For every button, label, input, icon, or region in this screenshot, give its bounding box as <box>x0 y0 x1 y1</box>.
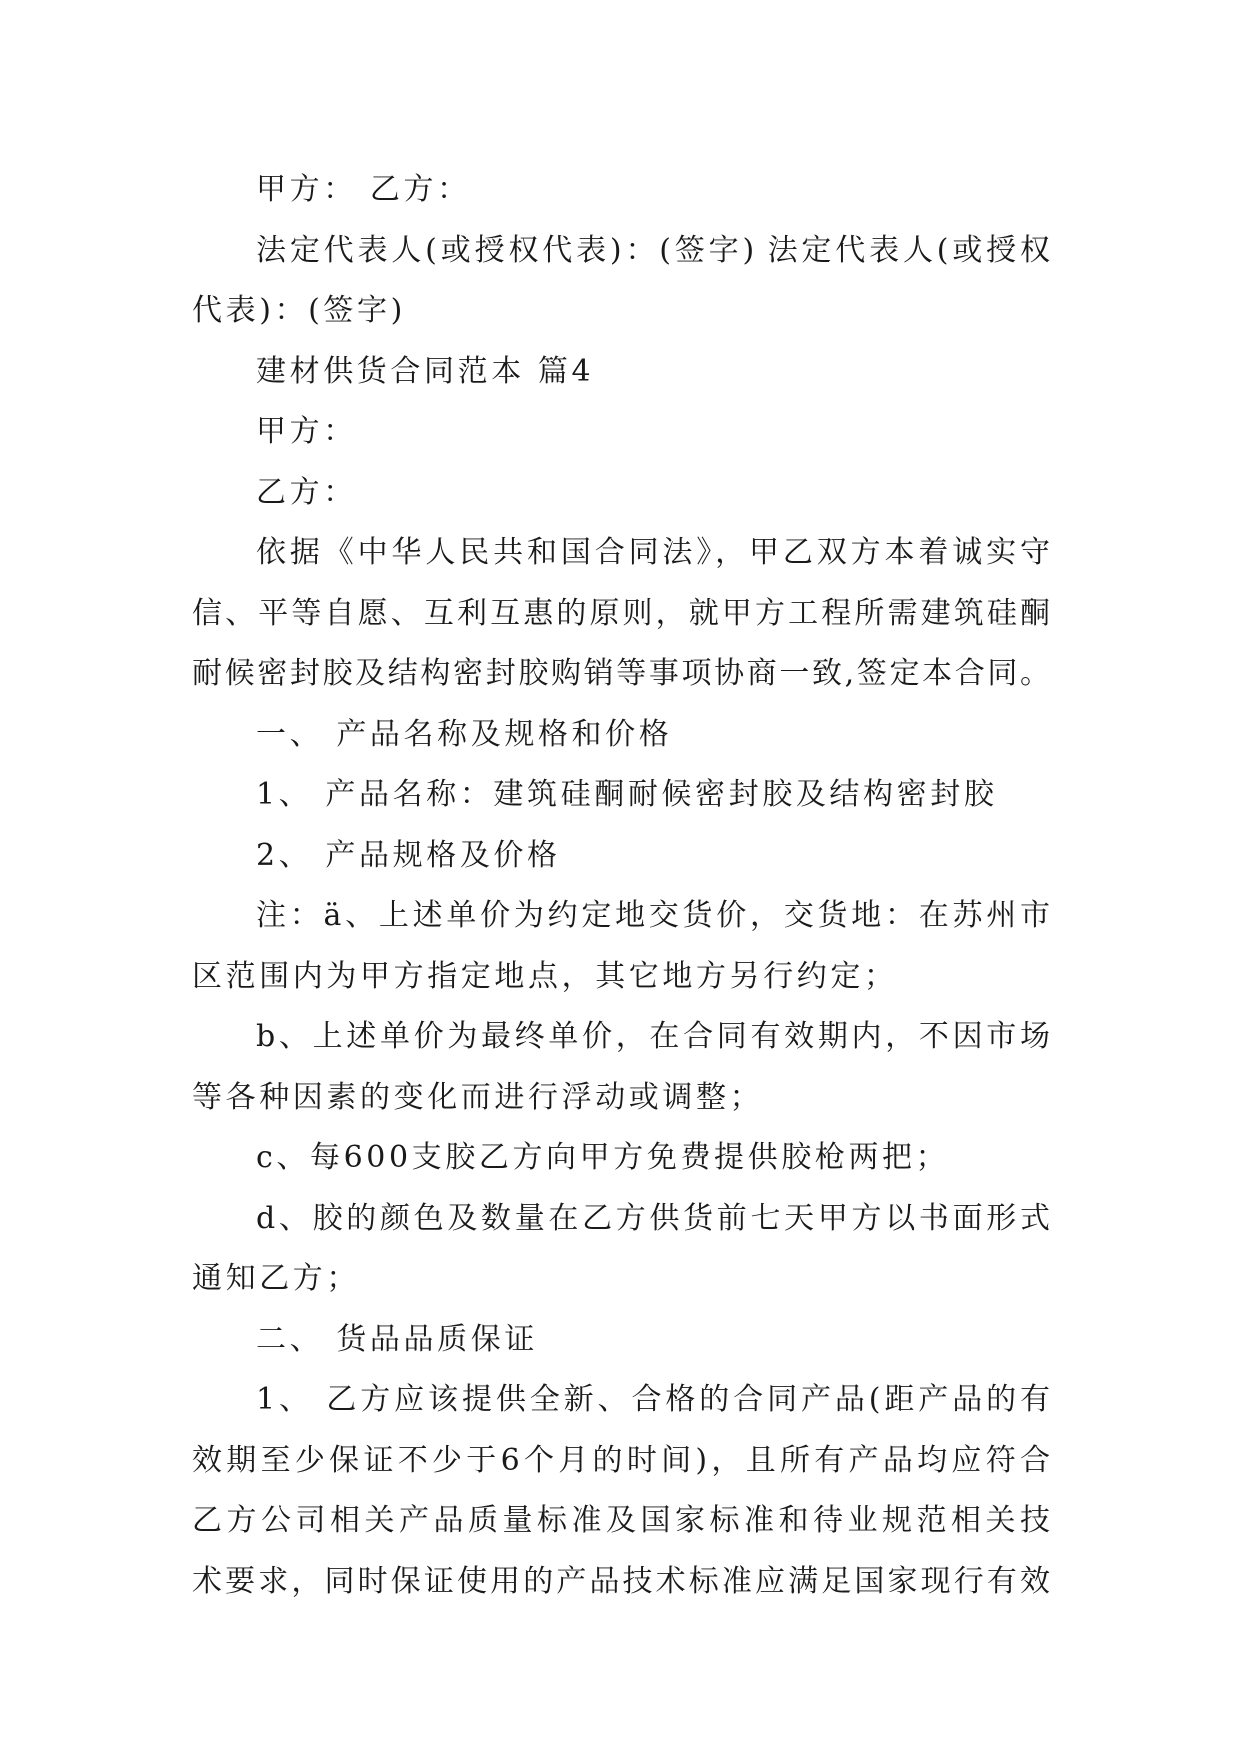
text-line: 术要求，同时保证使用的产品技术标准应满足国家现行有效 <box>192 1563 1050 1599</box>
text-line: 耐候密封胶及结构密封胶购销等事项协商一致,签定本合同。 <box>192 656 1050 691</box>
text-line: 乙方： <box>256 474 357 510</box>
text-line: 法定代表人(或授权代表)：(签字) 法定代表人(或授权 <box>256 232 1050 268</box>
text-line: 注：ä、上述单价为约定地交货价，交货地：在苏州市 <box>256 898 1050 933</box>
text-line: 乙方公司相关产品质量标准及国家标准和待业规范相关技 <box>192 1503 1050 1538</box>
text-line: 等各种因素的变化而进行浮动或调整； <box>192 1079 764 1115</box>
text-line: 甲方： <box>256 414 357 449</box>
text-line: 代表)：(签字) <box>192 293 406 328</box>
text-line: d、胶的颜色及数量在乙方供货前七天甲方以书面形式 <box>256 1200 1050 1236</box>
text-line: 效期至少保证不少于6个月的时间)，且所有产品均应符合 <box>192 1442 1050 1478</box>
text-line: 1、 产品名称：建筑硅酮耐候密封胶及结构密封胶 <box>256 777 998 812</box>
text-line: 1、 乙方应该提供全新、合格的合同产品(距产品的有 <box>256 1382 1050 1417</box>
text-line: b、上述单价为最终单价，在合同有效期内，不因市场 <box>256 1019 1050 1054</box>
text-line: 依据《中华人民共和国合同法》，甲乙双方本着诚实守 <box>256 535 1050 570</box>
text-line: 信、平等自愿、互利互惠的原则，就甲方工程所需建筑硅酮 <box>192 595 1050 631</box>
text-line: 一、 产品名称及规格和价格 <box>256 716 673 752</box>
text-line: 二、 货品品质保证 <box>256 1321 538 1357</box>
text-line: c、每600支胶乙方向甲方免费提供胶枪两把； <box>256 1140 950 1175</box>
text-line: 建材供货合同范本 篇4 <box>256 353 595 389</box>
text-line: 通知乙方； <box>192 1261 360 1296</box>
document-body <box>192 160 1050 1612</box>
text-line: 2、 产品规格及价格 <box>256 837 561 873</box>
text-line: 甲方： 乙方： <box>256 172 471 207</box>
text-line: 区范围内为甲方指定地点，其它地方另行约定； <box>192 958 898 994</box>
